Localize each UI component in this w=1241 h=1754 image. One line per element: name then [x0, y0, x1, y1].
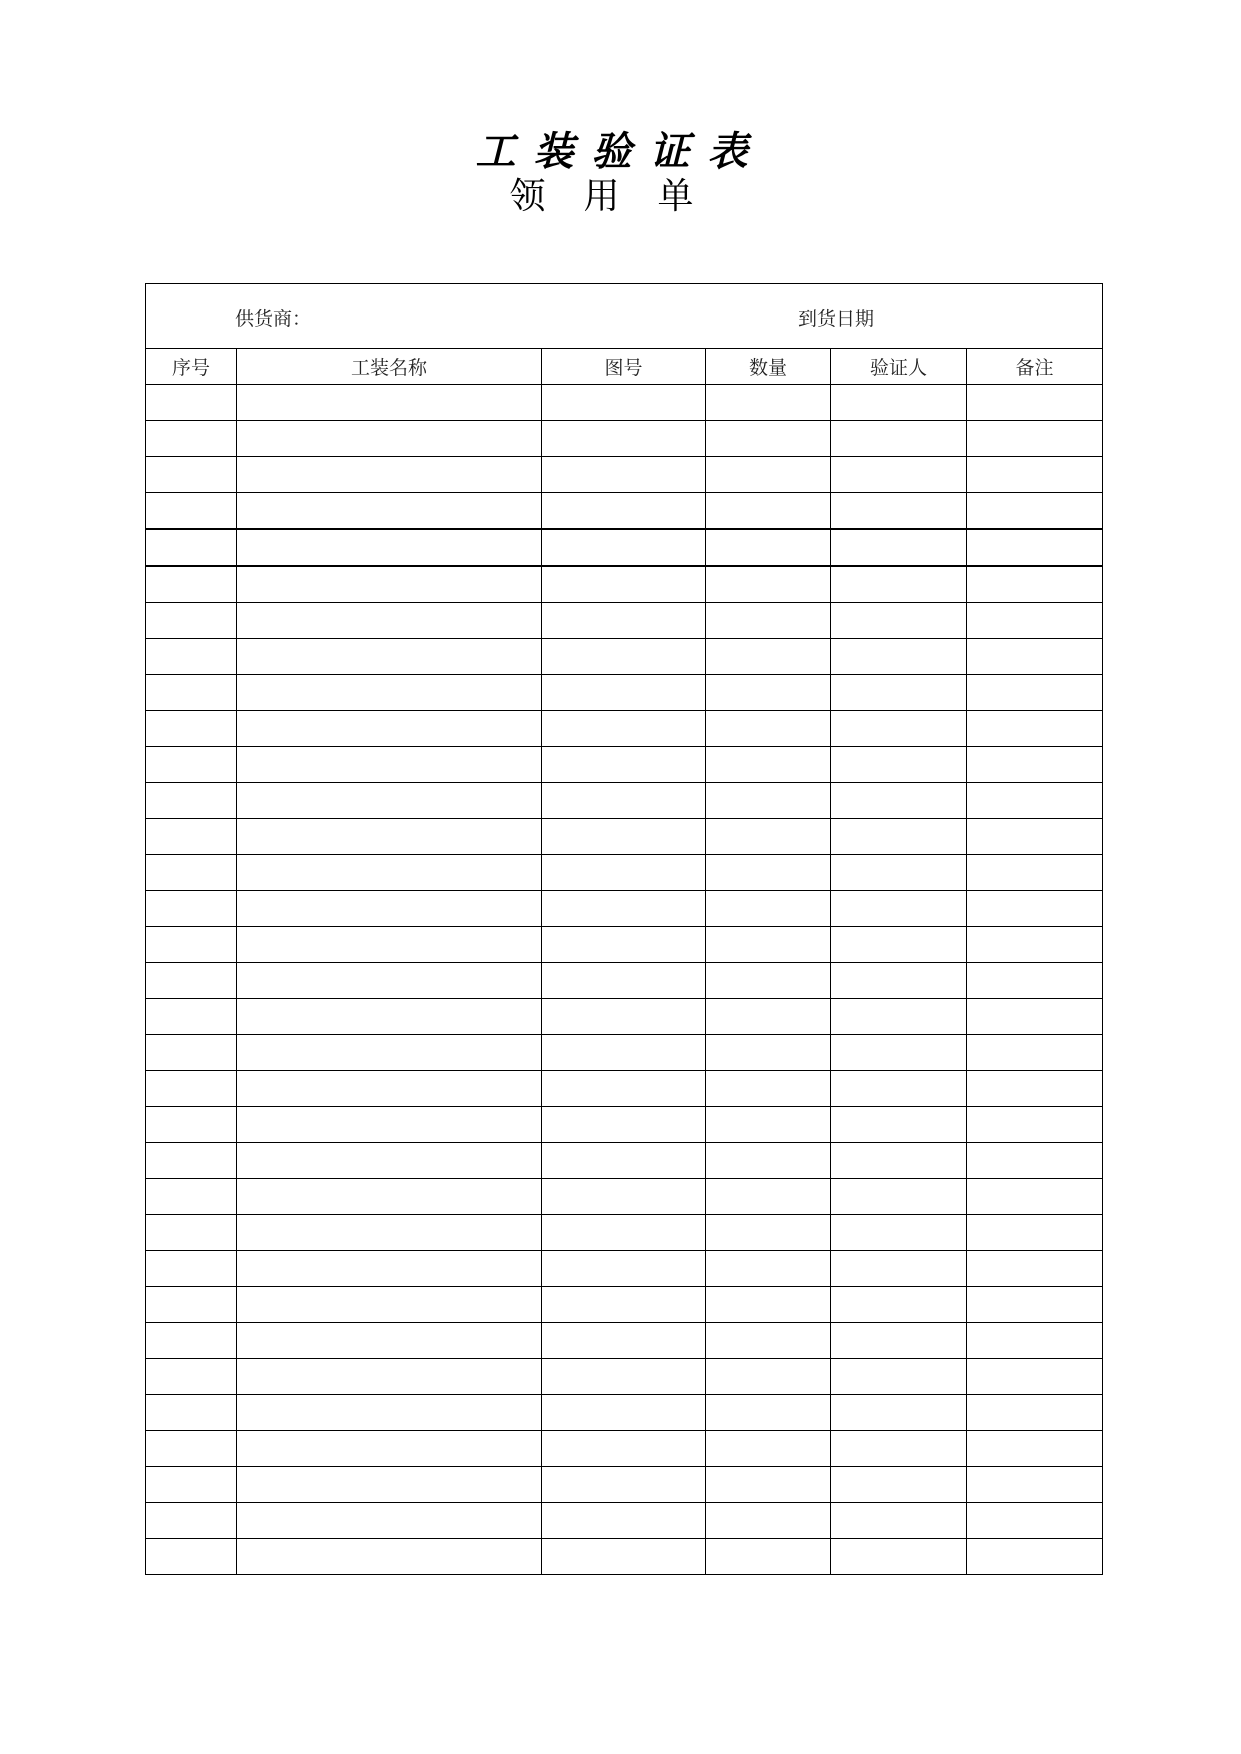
table-row — [146, 675, 1103, 711]
cell-index[interactable] — [146, 566, 237, 603]
cell-index[interactable] — [146, 1215, 237, 1251]
cell-remarks[interactable] — [967, 819, 1103, 855]
cell-quantity[interactable] — [706, 493, 831, 530]
table-row — [146, 1431, 1103, 1467]
cell-drawing-number[interactable] — [542, 1035, 706, 1071]
cell-remarks[interactable] — [967, 855, 1103, 891]
cell-remarks[interactable] — [967, 999, 1103, 1035]
cell-quantity[interactable] — [706, 927, 831, 963]
cell-quantity[interactable] — [706, 1107, 831, 1143]
cell-tool-name[interactable] — [237, 1287, 542, 1323]
cell-drawing-number[interactable] — [542, 566, 706, 603]
cell-verifier[interactable] — [831, 711, 967, 747]
table-row — [146, 1251, 1103, 1287]
cell-drawing-number[interactable] — [542, 1395, 706, 1431]
table-row — [146, 1179, 1103, 1215]
cell-tool-name[interactable] — [237, 1071, 542, 1107]
cell-tool-name[interactable] — [237, 963, 542, 999]
cell-verifier[interactable] — [831, 1287, 967, 1323]
cell-verifier[interactable] — [831, 529, 967, 566]
cell-tool-name[interactable] — [237, 1359, 542, 1395]
cell-index[interactable] — [146, 493, 237, 530]
cell-tool-name[interactable] — [237, 566, 542, 603]
cell-remarks[interactable] — [967, 1431, 1103, 1467]
column-header-tool-name: 工装名称 — [237, 349, 542, 385]
cell-index[interactable] — [146, 1467, 237, 1503]
table-row — [146, 819, 1103, 855]
cell-tool-name[interactable] — [237, 1323, 542, 1359]
cell-drawing-number[interactable] — [542, 639, 706, 675]
cell-quantity[interactable] — [706, 747, 831, 783]
column-header-verifier: 验证人 — [831, 349, 967, 385]
cell-verifier[interactable] — [831, 385, 967, 421]
cell-drawing-number[interactable] — [542, 999, 706, 1035]
table-row — [146, 385, 1103, 421]
cell-verifier[interactable] — [831, 1215, 967, 1251]
cell-remarks[interactable] — [967, 1179, 1103, 1215]
cell-index[interactable] — [146, 963, 237, 999]
cell-index[interactable] — [146, 639, 237, 675]
cell-quantity[interactable] — [706, 1215, 831, 1251]
cell-index[interactable] — [146, 1035, 237, 1071]
cell-remarks[interactable] — [967, 1143, 1103, 1179]
cell-remarks[interactable] — [967, 1467, 1103, 1503]
cell-index[interactable] — [146, 927, 237, 963]
cell-tool-name[interactable] — [237, 1467, 542, 1503]
table-row — [146, 963, 1103, 999]
info-row — [146, 284, 1103, 349]
table-row — [146, 783, 1103, 819]
arrival-date-label: 到货日期 — [798, 308, 875, 330]
cell-remarks[interactable] — [967, 1035, 1103, 1071]
table-row — [146, 1323, 1103, 1359]
cell-verifier[interactable] — [831, 783, 967, 819]
cell-remarks[interactable] — [967, 457, 1103, 493]
cell-tool-name[interactable] — [237, 855, 542, 891]
cell-drawing-number[interactable] — [542, 1179, 706, 1215]
cell-tool-name[interactable] — [237, 747, 542, 783]
cell-index[interactable] — [146, 1071, 237, 1107]
page-subtitle: 领用单 — [509, 176, 732, 217]
cell-tool-name[interactable] — [237, 711, 542, 747]
cell-drawing-number[interactable] — [542, 385, 706, 421]
cell-verifier[interactable] — [831, 747, 967, 783]
cell-quantity[interactable] — [706, 603, 831, 639]
cell-verifier[interactable] — [831, 639, 967, 675]
cell-verifier[interactable] — [831, 1323, 967, 1359]
table-row — [146, 1143, 1103, 1179]
cell-tool-name[interactable] — [237, 385, 542, 421]
cell-tool-name[interactable] — [237, 1539, 542, 1575]
cell-verifier[interactable] — [831, 566, 967, 603]
cell-index[interactable] — [146, 1503, 237, 1539]
cell-quantity[interactable] — [706, 1143, 831, 1179]
table-row — [146, 891, 1103, 927]
cell-drawing-number[interactable] — [542, 1539, 706, 1575]
cell-quantity[interactable] — [706, 566, 831, 603]
cell-drawing-number[interactable] — [542, 1287, 706, 1323]
cell-remarks[interactable] — [967, 711, 1103, 747]
cell-drawing-number[interactable] — [542, 1107, 706, 1143]
table-row — [146, 1395, 1103, 1431]
table-header-row — [146, 349, 1103, 385]
cell-quantity[interactable] — [706, 457, 831, 493]
cell-verifier[interactable] — [831, 603, 967, 639]
column-header-remarks: 备注 — [967, 349, 1103, 385]
cell-quantity[interactable] — [706, 385, 831, 421]
cell-drawing-number[interactable] — [542, 711, 706, 747]
cell-tool-name[interactable] — [237, 1251, 542, 1287]
table-row — [146, 1359, 1103, 1395]
cell-remarks[interactable] — [967, 566, 1103, 603]
cell-tool-name[interactable] — [237, 783, 542, 819]
cell-tool-name[interactable] — [237, 675, 542, 711]
cell-quantity[interactable] — [706, 675, 831, 711]
cell-verifier[interactable] — [831, 675, 967, 711]
cell-index[interactable] — [146, 529, 237, 566]
info-cell — [146, 284, 1103, 349]
tooling-form-table — [145, 283, 1103, 1575]
cell-tool-name[interactable] — [237, 927, 542, 963]
cell-quantity[interactable] — [706, 1395, 831, 1431]
cell-tool-name[interactable] — [237, 493, 542, 530]
cell-index[interactable] — [146, 747, 237, 783]
cell-drawing-number[interactable] — [542, 1215, 706, 1251]
table-row — [146, 1107, 1103, 1143]
cell-quantity[interactable] — [706, 1071, 831, 1107]
cell-remarks[interactable] — [967, 1215, 1103, 1251]
cell-index[interactable] — [146, 1431, 237, 1467]
cell-tool-name[interactable] — [237, 891, 542, 927]
table-row — [146, 1215, 1103, 1251]
cell-index[interactable] — [146, 385, 237, 421]
cell-remarks[interactable] — [967, 891, 1103, 927]
cell-quantity[interactable] — [706, 1251, 831, 1287]
cell-tool-name[interactable] — [237, 999, 542, 1035]
cell-index[interactable] — [146, 603, 237, 639]
cell-drawing-number[interactable] — [542, 1503, 706, 1539]
cell-drawing-number[interactable] — [542, 493, 706, 530]
page-title: 工装验证表 — [475, 128, 766, 175]
cell-remarks[interactable] — [967, 927, 1103, 963]
cell-tool-name[interactable] — [237, 1107, 542, 1143]
cell-quantity[interactable] — [706, 1287, 831, 1323]
cell-quantity[interactable] — [706, 891, 831, 927]
cell-remarks[interactable] — [967, 783, 1103, 819]
column-header-quantity: 数量 — [706, 349, 831, 385]
cell-verifier[interactable] — [831, 963, 967, 999]
table-row — [146, 927, 1103, 963]
cell-drawing-number[interactable] — [542, 457, 706, 493]
column-header-drawing-number: 图号 — [542, 349, 706, 385]
cell-remarks[interactable] — [967, 747, 1103, 783]
supplier-label: 供货商： — [235, 308, 312, 330]
cell-verifier[interactable] — [831, 1071, 967, 1107]
cell-remarks[interactable] — [967, 421, 1103, 457]
table-row — [146, 855, 1103, 891]
column-header-index: 序号 — [146, 349, 237, 385]
cell-quantity[interactable] — [706, 855, 831, 891]
cell-tool-name[interactable] — [237, 1503, 542, 1539]
cell-remarks[interactable] — [967, 1071, 1103, 1107]
cell-remarks[interactable] — [967, 529, 1103, 566]
cell-drawing-number[interactable] — [542, 1251, 706, 1287]
cell-index[interactable] — [146, 819, 237, 855]
cell-verifier[interactable] — [831, 421, 967, 457]
cell-quantity[interactable] — [706, 1503, 831, 1539]
cell-quantity[interactable] — [706, 1035, 831, 1071]
cell-index[interactable] — [146, 1143, 237, 1179]
cell-drawing-number[interactable] — [542, 1359, 706, 1395]
cell-index[interactable] — [146, 1179, 237, 1215]
cell-index[interactable] — [146, 891, 237, 927]
cell-index[interactable] — [146, 1359, 237, 1395]
cell-remarks[interactable] — [967, 1395, 1103, 1431]
cell-verifier[interactable] — [831, 855, 967, 891]
table-row — [146, 639, 1103, 675]
cell-quantity[interactable] — [706, 639, 831, 675]
cell-verifier[interactable] — [831, 493, 967, 530]
cell-index[interactable] — [146, 1251, 237, 1287]
cell-index[interactable] — [146, 675, 237, 711]
cell-verifier[interactable] — [831, 1107, 967, 1143]
cell-verifier[interactable] — [831, 1035, 967, 1071]
cell-remarks[interactable] — [967, 385, 1103, 421]
cell-quantity[interactable] — [706, 1179, 831, 1215]
cell-drawing-number[interactable] — [542, 421, 706, 457]
table-row — [146, 1539, 1103, 1575]
table-row — [146, 529, 1103, 566]
cell-tool-name[interactable] — [237, 603, 542, 639]
cell-index[interactable] — [146, 1323, 237, 1359]
cell-drawing-number[interactable] — [542, 855, 706, 891]
cell-quantity[interactable] — [706, 1467, 831, 1503]
cell-verifier[interactable] — [831, 819, 967, 855]
cell-remarks[interactable] — [967, 1107, 1103, 1143]
cell-drawing-number[interactable] — [542, 747, 706, 783]
cell-remarks[interactable] — [967, 1287, 1103, 1323]
cell-verifier[interactable] — [831, 1251, 967, 1287]
cell-verifier[interactable] — [831, 891, 967, 927]
cell-index[interactable] — [146, 1107, 237, 1143]
cell-drawing-number[interactable] — [542, 1071, 706, 1107]
table-row — [146, 457, 1103, 493]
cell-verifier[interactable] — [831, 1359, 967, 1395]
cell-drawing-number[interactable] — [542, 783, 706, 819]
table-row — [146, 421, 1103, 457]
cell-remarks[interactable] — [967, 639, 1103, 675]
cell-tool-name[interactable] — [237, 1215, 542, 1251]
table-row — [146, 603, 1103, 639]
cell-drawing-number[interactable] — [542, 603, 706, 639]
cell-remarks[interactable] — [967, 1539, 1103, 1575]
cell-index[interactable] — [146, 1287, 237, 1323]
cell-quantity[interactable] — [706, 999, 831, 1035]
cell-verifier[interactable] — [831, 457, 967, 493]
cell-remarks[interactable] — [967, 675, 1103, 711]
cell-quantity[interactable] — [706, 711, 831, 747]
cell-quantity[interactable] — [706, 1431, 831, 1467]
cell-tool-name[interactable] — [237, 1143, 542, 1179]
table-row — [146, 1035, 1103, 1071]
cell-verifier[interactable] — [831, 1395, 967, 1431]
cell-remarks[interactable] — [967, 1251, 1103, 1287]
cell-index[interactable] — [146, 421, 237, 457]
table-row — [146, 493, 1103, 530]
cell-verifier[interactable] — [831, 1467, 967, 1503]
cell-tool-name[interactable] — [237, 529, 542, 566]
cell-remarks[interactable] — [967, 1503, 1103, 1539]
table-row — [146, 747, 1103, 783]
cell-tool-name[interactable] — [237, 457, 542, 493]
cell-quantity[interactable] — [706, 783, 831, 819]
table-row — [146, 1503, 1103, 1539]
table-row — [146, 566, 1103, 603]
cell-tool-name[interactable] — [237, 1035, 542, 1071]
cell-drawing-number[interactable] — [542, 819, 706, 855]
table-row — [146, 711, 1103, 747]
cell-remarks[interactable] — [967, 493, 1103, 530]
cell-verifier[interactable] — [831, 1179, 967, 1215]
cell-quantity[interactable] — [706, 819, 831, 855]
cell-tool-name[interactable] — [237, 1431, 542, 1467]
table-row — [146, 1071, 1103, 1107]
cell-remarks[interactable] — [967, 1323, 1103, 1359]
cell-drawing-number[interactable] — [542, 1431, 706, 1467]
cell-drawing-number[interactable] — [542, 963, 706, 999]
cell-verifier[interactable] — [831, 1431, 967, 1467]
cell-quantity[interactable] — [706, 529, 831, 566]
table-row — [146, 999, 1103, 1035]
cell-tool-name[interactable] — [237, 1179, 542, 1215]
cell-verifier[interactable] — [831, 999, 967, 1035]
cell-drawing-number[interactable] — [542, 891, 706, 927]
cell-tool-name[interactable] — [237, 639, 542, 675]
cell-index[interactable] — [146, 783, 237, 819]
cell-index[interactable] — [146, 457, 237, 493]
cell-quantity[interactable] — [706, 421, 831, 457]
cell-remarks[interactable] — [967, 603, 1103, 639]
cell-tool-name[interactable] — [237, 421, 542, 457]
cell-drawing-number[interactable] — [542, 1323, 706, 1359]
cell-verifier[interactable] — [831, 1143, 967, 1179]
cell-verifier[interactable] — [831, 1539, 967, 1575]
cell-verifier[interactable] — [831, 1503, 967, 1539]
cell-drawing-number[interactable] — [542, 1467, 706, 1503]
cell-index[interactable] — [146, 711, 237, 747]
cell-index[interactable] — [146, 855, 237, 891]
cell-verifier[interactable] — [831, 927, 967, 963]
cell-tool-name[interactable] — [237, 1395, 542, 1431]
cell-index[interactable] — [146, 1539, 237, 1575]
cell-drawing-number[interactable] — [542, 927, 706, 963]
cell-drawing-number[interactable] — [542, 675, 706, 711]
cell-quantity[interactable] — [706, 1539, 831, 1575]
cell-quantity[interactable] — [706, 1323, 831, 1359]
cell-quantity[interactable] — [706, 963, 831, 999]
cell-drawing-number[interactable] — [542, 1143, 706, 1179]
cell-drawing-number[interactable] — [542, 529, 706, 566]
cell-index[interactable] — [146, 1395, 237, 1431]
cell-quantity[interactable] — [706, 1359, 831, 1395]
cell-remarks[interactable] — [967, 1359, 1103, 1395]
cell-remarks[interactable] — [967, 963, 1103, 999]
table-row — [146, 1467, 1103, 1503]
cell-index[interactable] — [146, 999, 237, 1035]
cell-tool-name[interactable] — [237, 819, 542, 855]
table-row — [146, 1287, 1103, 1323]
